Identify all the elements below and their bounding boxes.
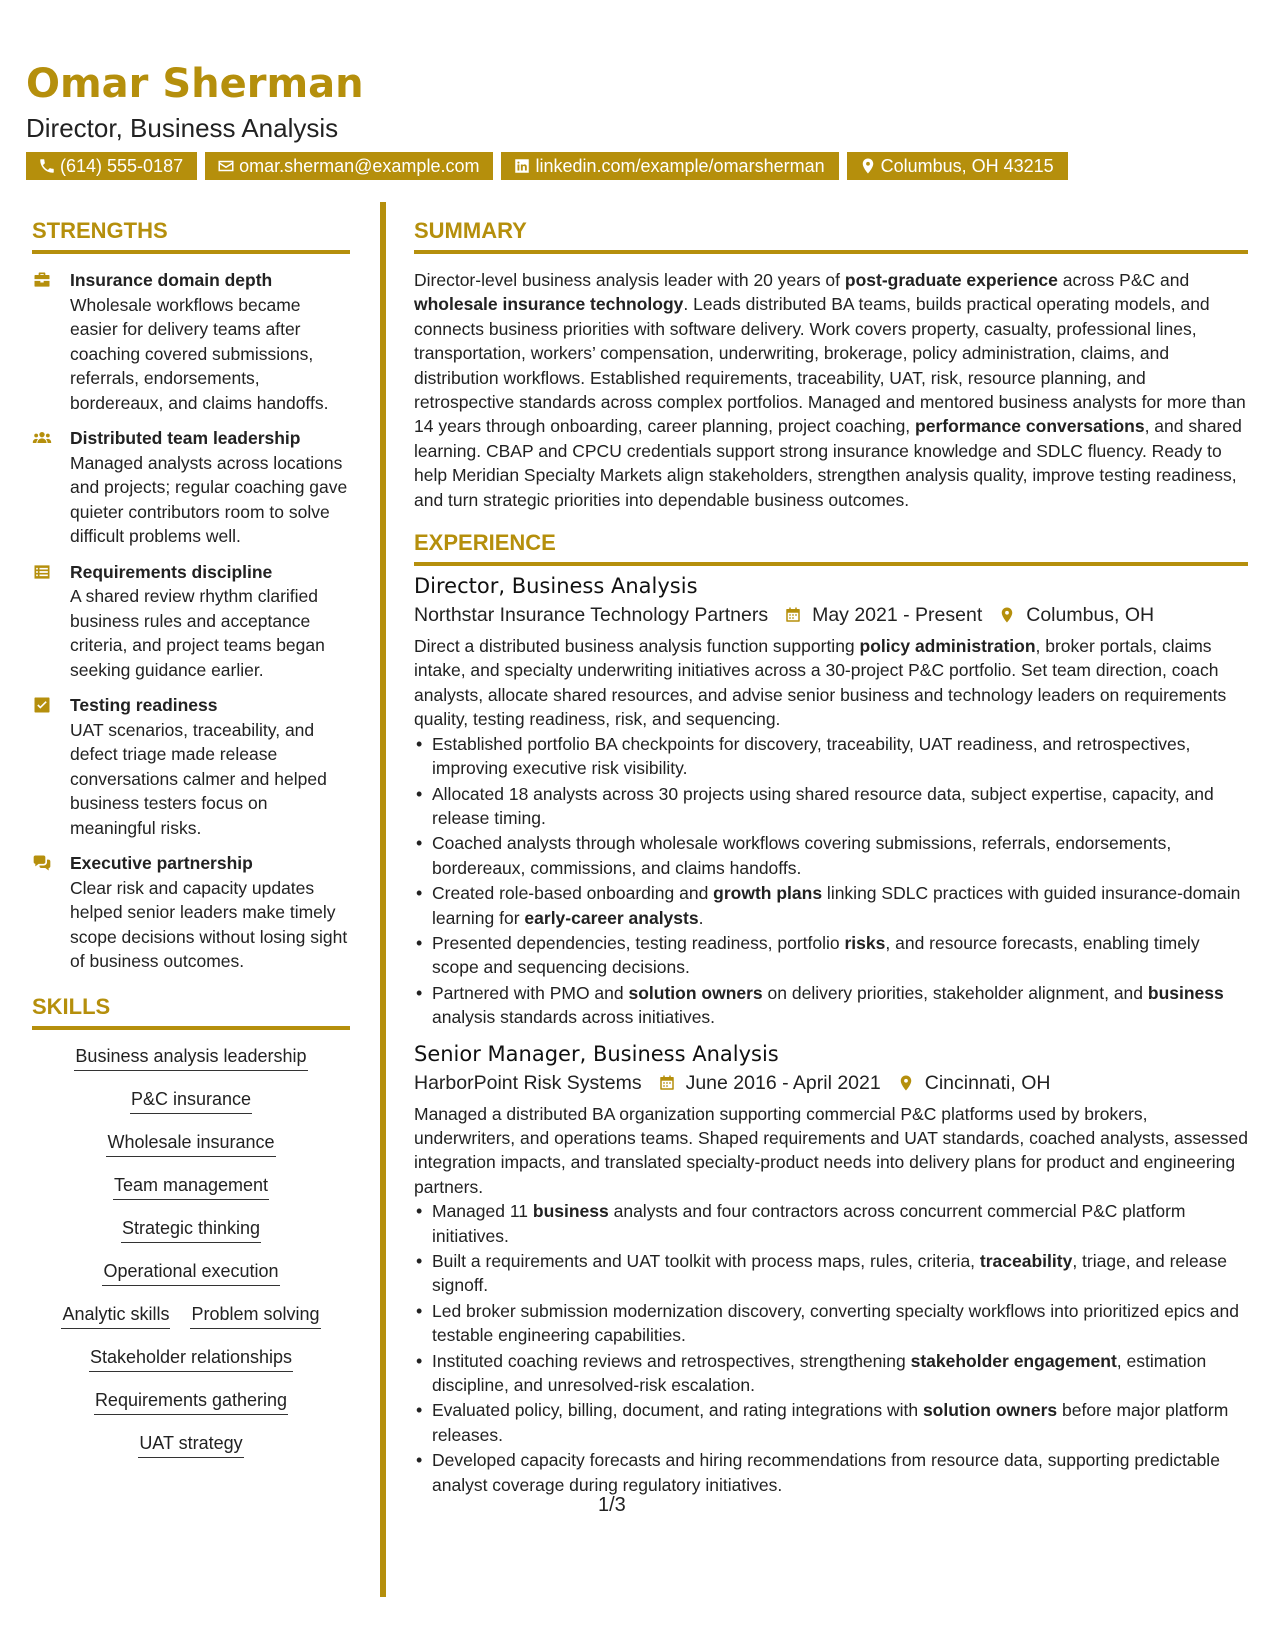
- calendar-icon: [658, 1073, 676, 1093]
- envelope-icon: [217, 157, 235, 175]
- skill-tag: Business analysis leadership: [74, 1044, 307, 1071]
- bullet-item: • Built a requirements and UAT toolkit with process maps, rules, criteria, traceability, triage, and release signoff.: [432, 1249, 1248, 1298]
- job-location: Columbus, OH: [1026, 604, 1155, 627]
- list-icon: [32, 562, 52, 582]
- candidate-title: Director, Business Analysis: [26, 113, 339, 143]
- strength-title: Insurance domain depth: [70, 270, 273, 290]
- map-pin-icon: [998, 605, 1016, 625]
- skill-tag: P&C insurance: [130, 1087, 252, 1114]
- strength-title: Distributed team leadership: [70, 428, 301, 448]
- contact-bar: [26, 152, 1076, 180]
- bullet-item: • Instituted coaching reviews and retrospectives, strengthening stakeholder engagement, estimation discipline, and unresolved-risk escalation.: [432, 1349, 1248, 1398]
- checkbox-icon: [32, 695, 52, 715]
- job-company: Northstar Insurance Technology Partners: [414, 604, 769, 627]
- bullet-item: • Evaluated policy, billing, document, and rating integrations with solution owners before major platform releases.: [432, 1398, 1248, 1447]
- skills-list: [32, 1044, 350, 1458]
- skill-tag: Stakeholder relationships: [89, 1345, 293, 1372]
- job-title: Senior Manager, Business Analysis: [414, 1041, 779, 1066]
- contact-phone-text: (614) 555-0187: [60, 156, 184, 176]
- comments-icon: [32, 853, 52, 873]
- skill-tag: Strategic thinking: [121, 1216, 261, 1243]
- strength-item: [32, 560, 350, 683]
- job-dates: May 2021 - Present: [812, 604, 983, 627]
- resume-header: [26, 60, 364, 144]
- job-entry: [414, 1040, 1248, 1498]
- job-entry: [414, 572, 1248, 1030]
- briefcase-icon: [32, 270, 52, 290]
- bullet-item: • Established portfolio BA checkpoints for discovery, traceability, UAT readiness, and retrospectives, improving executive risk visibility.: [432, 732, 1248, 781]
- job-meta: [414, 600, 1248, 630]
- page-number: 1/3: [598, 1494, 626, 1516]
- strength-text: UAT scenarios, traceability, and defect triage made release conversations calmer and helped business testers focus on meaningful risks.: [70, 719, 327, 838]
- skill-tag: UAT strategy: [138, 1431, 243, 1458]
- summary-text: Director-level business analysis leader with 20 years of post-graduate experience across P&C and wholesale insurance technology. Leads distributed BA teams, builds practical operating models, and connects business priorities with software delivery. Work covers property, casualty, professional lines, transportation, workers’ compensation, underwriting, brokerage, policy administration, claims, and distribution workflows. Established requirements, traceability, UAT, risk, resource planning, and retrospective standards across complex portfolios. Managed and mentored business analysts for more than 14 years through onboarding, career planning, project coaching, performance conversations, and shared learning. CBAP and CPCU credentials support strong insurance knowledge and SDLC fluency. Ready to help Meridian Specialty Markets align stakeholders, strengthen analysis quality, improve testing readiness, and turn strategic priorities into dependable business outcomes.: [414, 270, 1246, 510]
- strength-item: [32, 693, 350, 840]
- strength-text: Clear risk and capacity updates helped senior leaders make timely scope decisions without losing sight of business outcomes.: [70, 877, 348, 971]
- job-meta: [414, 1068, 1248, 1098]
- bullet-item: • Developed capacity forecasts and hiring recommendations from resource data, supporting predictable analyst coverage during regulatory initiatives.: [432, 1448, 1248, 1497]
- map-pin-icon: [859, 157, 877, 175]
- strength-item: [32, 426, 350, 549]
- strength-title: Requirements discipline: [70, 561, 273, 582]
- skill-tag: Requirements gathering: [94, 1388, 288, 1415]
- contact-phone[interactable]: [26, 152, 197, 180]
- contact-linkedin-text: linkedin.com/example/omarsherman: [535, 156, 825, 176]
- contact-email[interactable]: [205, 152, 493, 180]
- left-column: [32, 216, 350, 1474]
- job-dates: June 2016 - April 2021: [685, 1071, 881, 1094]
- bullet-item: • Coached analysts through wholesale workflows covering submissions, referrals, endorsements, bordereaux, commissions, and claims handoffs.: [432, 831, 1248, 880]
- column-divider: [380, 202, 386, 1597]
- strength-text: Wholesale workflows became easier for delivery teams after coaching covered submissions, referrals, endorsements, bordereaux, and claims handoffs.: [70, 294, 329, 413]
- bullet-item: • Led broker submission modernization discovery, converting specialty workflows into prioritized epics and testable engineering capabilities.: [432, 1299, 1248, 1348]
- skill-tag: Wholesale insurance: [106, 1130, 275, 1157]
- bullet-item: • Presented dependencies, testing readiness, portfolio risks, and resource forecasts, enabling timely scope and sequencing decisions.: [432, 931, 1248, 980]
- strength-item: [32, 268, 350, 415]
- contact-email-text: omar.sherman@example.com: [239, 156, 480, 176]
- job-company: HarborPoint Risk Systems: [414, 1071, 642, 1094]
- calendar-icon: [784, 605, 802, 625]
- contact-linkedin[interactable]: [501, 152, 838, 180]
- job-bullets: [414, 732, 1248, 1030]
- job-location: Cincinnati, OH: [924, 1071, 1051, 1094]
- users-icon: [32, 428, 52, 448]
- job-description: Managed a distributed BA organization supporting commercial P&C platforms used by brokers, underwriters, and operations teams. Shaped requirements and UAT standards, coached analysts, assessed integration impacts, and translated specialty-product needs into delivery plans for product and engineering partners.: [414, 1103, 1248, 1197]
- bullet-item: • Managed 11 business analysts and four contractors across concurrent commercial P&C platform initiatives.: [432, 1199, 1248, 1248]
- experience-heading: EXPERIENCE: [414, 528, 1248, 566]
- candidate-name: Omar Sherman: [26, 61, 364, 107]
- map-pin-icon: [897, 1073, 915, 1093]
- job-description: Direct a distributed business analysis function supporting policy administration, broker portals, claims intake, and specialty underwriting initiatives across a 30-project P&C portfolio. Set team direction, coach analysts, allocate shared resources, and advise senior business and technology leaders on requirements quality, testing readiness, risk, and sequencing.: [414, 636, 1227, 730]
- linkedin-icon: [513, 157, 531, 175]
- phone-icon: [38, 157, 56, 175]
- right-column: [414, 216, 1248, 1498]
- skill-tag: Team management: [113, 1173, 269, 1200]
- skills-heading: SKILLS: [32, 992, 350, 1030]
- contact-location-text: Columbus, OH 43215: [880, 156, 1054, 176]
- bullet-item: • Allocated 18 analysts across 30 projects using shared resource data, subject expertise, capacity, and release timing.: [432, 782, 1248, 831]
- bullet-item: • Created role-based onboarding and growth plans linking SDLC practices with guided insurance-domain learning for early-career analysts.: [432, 881, 1248, 930]
- job-title: Director, Business Analysis: [414, 574, 698, 599]
- skill-tag: Problem solving: [190, 1302, 320, 1329]
- strength-text: A shared review rhythm clarified business rules and acceptance criteria, and project teams began seeking guidance earlier.: [70, 586, 325, 680]
- strengths-heading: STRENGTHS: [32, 216, 350, 254]
- strength-title: Executive partnership: [70, 853, 253, 873]
- strength-title: Testing readiness: [70, 695, 218, 715]
- skill-tag: Operational execution: [102, 1259, 279, 1286]
- skill-tag: Analytic skills: [61, 1302, 170, 1329]
- job-bullets: [414, 1199, 1248, 1497]
- strength-text: Managed analysts across locations and projects; regular coaching gave quieter contributors room to solve difficult problems well.: [70, 452, 348, 546]
- strength-item: [32, 851, 350, 974]
- bullet-item: • Partnered with PMO and solution owners on delivery priorities, stakeholder alignment, and business analysis standards across initiatives.: [432, 981, 1248, 1030]
- summary-heading: SUMMARY: [414, 216, 1248, 254]
- contact-location: [847, 152, 1068, 180]
